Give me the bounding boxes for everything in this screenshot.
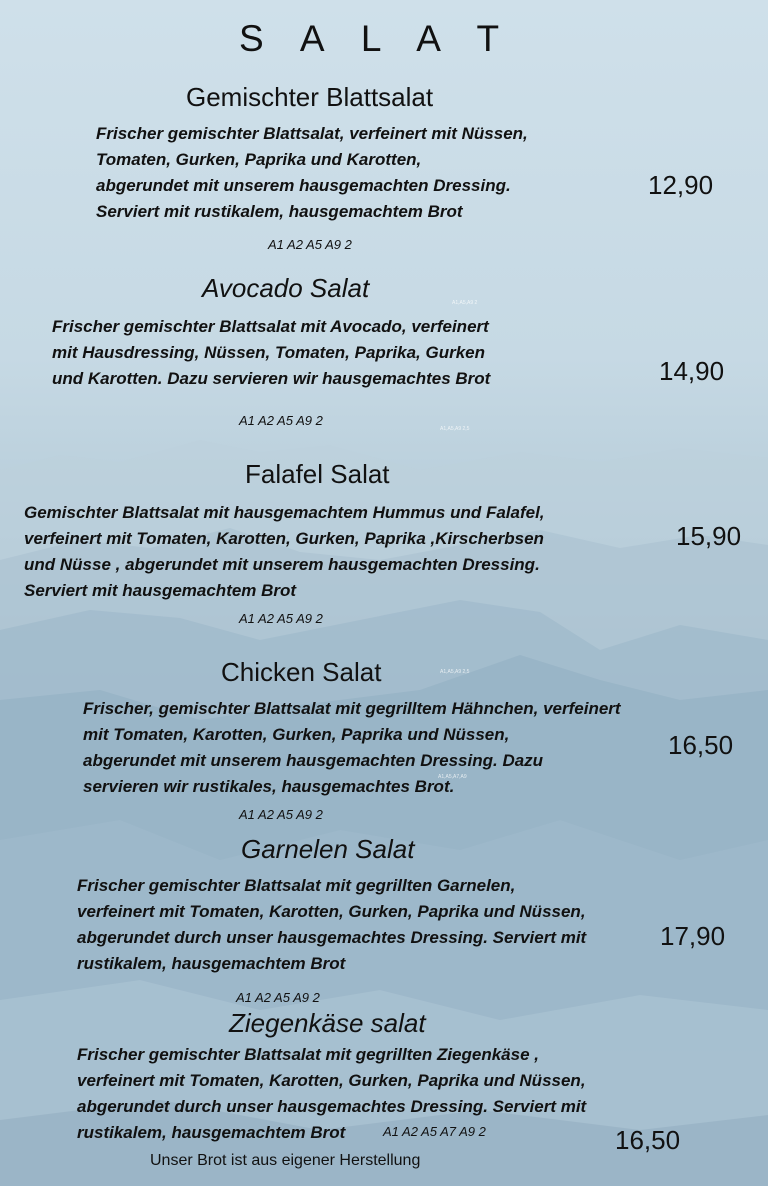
faint-note: A1,A5,A9 2,5 [440, 669, 470, 675]
item-description [96, 121, 528, 225]
description-line: Serviert mit rustikalem, hausgemachtem Brot [96, 202, 463, 221]
description-line: servieren wir rustikales, hausgemachtes Brot. [83, 777, 455, 796]
footer-note: Unser Brot ist aus eigener Herstellung [150, 1152, 421, 1169]
item-price: 16,50 [668, 730, 734, 760]
item-description [77, 873, 586, 977]
description-line: und Karotten. Dazu servieren wir hausgemachtes Brot [52, 369, 491, 388]
description-line: und Nüsse , abgerundet mit unserem hausgemachten Dressing. [24, 555, 540, 574]
allergen-codes: A1 A2 A5 A9 2 [239, 807, 323, 822]
allergen-codes: A1 A2 A5 A9 2 [268, 237, 352, 252]
description-line: Frischer gemischter Blattsalat, verfeinert mit Nüssen, [96, 124, 528, 143]
description-line: Gemischter Blattsalat mit hausgemachtem Hummus und Falafel, [24, 503, 545, 522]
faint-note: A1,A5,A9 2,5 [440, 426, 470, 432]
allergen-codes: A1 A2 A5 A9 2 [239, 413, 323, 428]
item-price: 17,90 [660, 921, 726, 951]
description-line: verfeinert mit Tomaten, Karotten, Gurken, Paprika ,Kirscherbsen [24, 529, 544, 548]
item-description [24, 500, 545, 604]
item-description [77, 1042, 586, 1146]
item-price: 12,90 [648, 170, 714, 200]
item-title: Avocado Salat [202, 273, 370, 303]
item-title: Falafel Salat [245, 459, 390, 489]
allergen-codes: A1 A2 A5 A7 A9 2 [383, 1124, 486, 1139]
description-line: abgerundet durch unser hausgemachtes Dressing. Serviert mit [77, 928, 587, 947]
item-description [83, 696, 621, 800]
description-line: mit Tomaten, Karotten, Gurken, Paprika und Nüssen, [83, 725, 510, 744]
description-line: mit Hausdressing, Nüssen, Tomaten, Paprika, Gurken [52, 343, 485, 362]
item-title: Chicken Salat [221, 657, 382, 687]
item-description [52, 314, 490, 392]
description-line: rustikalem, hausgemachtem Brot [77, 954, 346, 973]
allergen-codes: A1 A2 A5 A9 2 [236, 990, 320, 1005]
description-line: Tomaten, Gurken, Paprika und Karotten, [96, 150, 422, 169]
allergen-codes: A1 A2 A5 A9 2 [239, 611, 323, 626]
faint-note: A1,A5,A7,A9 [438, 774, 467, 780]
description-line: Frischer, gemischter Blattsalat mit gegrilltem Hähnchen, verfeinert [83, 699, 621, 718]
item-price: 16,50 [615, 1125, 681, 1155]
description-line: Frischer gemischter Blattsalat mit gegrillten Garnelen, [77, 876, 516, 895]
item-title: Ziegenkäse salat [229, 1008, 426, 1038]
faint-note: A1,A5,A9 2 [452, 300, 478, 306]
item-price: 15,90 [676, 521, 742, 551]
description-line: Frischer gemischter Blattsalat mit gegrillten Ziegenkäse , [77, 1045, 539, 1064]
description-line: abgerundet durch unser hausgemachtes Dressing. Serviert mit [77, 1097, 587, 1116]
description-line: Serviert mit hausgemachtem Brot [24, 581, 297, 600]
description-line: abgerundet mit unserem hausgemachten Dressing. Dazu [83, 751, 544, 770]
description-line: verfeinert mit Tomaten, Karotten, Gurken, Paprika und Nüssen, [77, 1071, 586, 1090]
description-line: Frischer gemischter Blattsalat mit Avocado, verfeinert [52, 317, 489, 336]
description-line: abgerundet mit unserem hausgemachten Dressing. [96, 176, 511, 195]
page-title: S A L A T [239, 18, 514, 59]
description-line: verfeinert mit Tomaten, Karotten, Gurken, Paprika und Nüssen, [77, 902, 586, 921]
item-title: Garnelen Salat [241, 834, 415, 864]
item-title: Gemischter Blattsalat [186, 82, 434, 112]
item-price: 14,90 [659, 356, 725, 386]
description-line: rustikalem, hausgemachtem Brot [77, 1123, 346, 1142]
